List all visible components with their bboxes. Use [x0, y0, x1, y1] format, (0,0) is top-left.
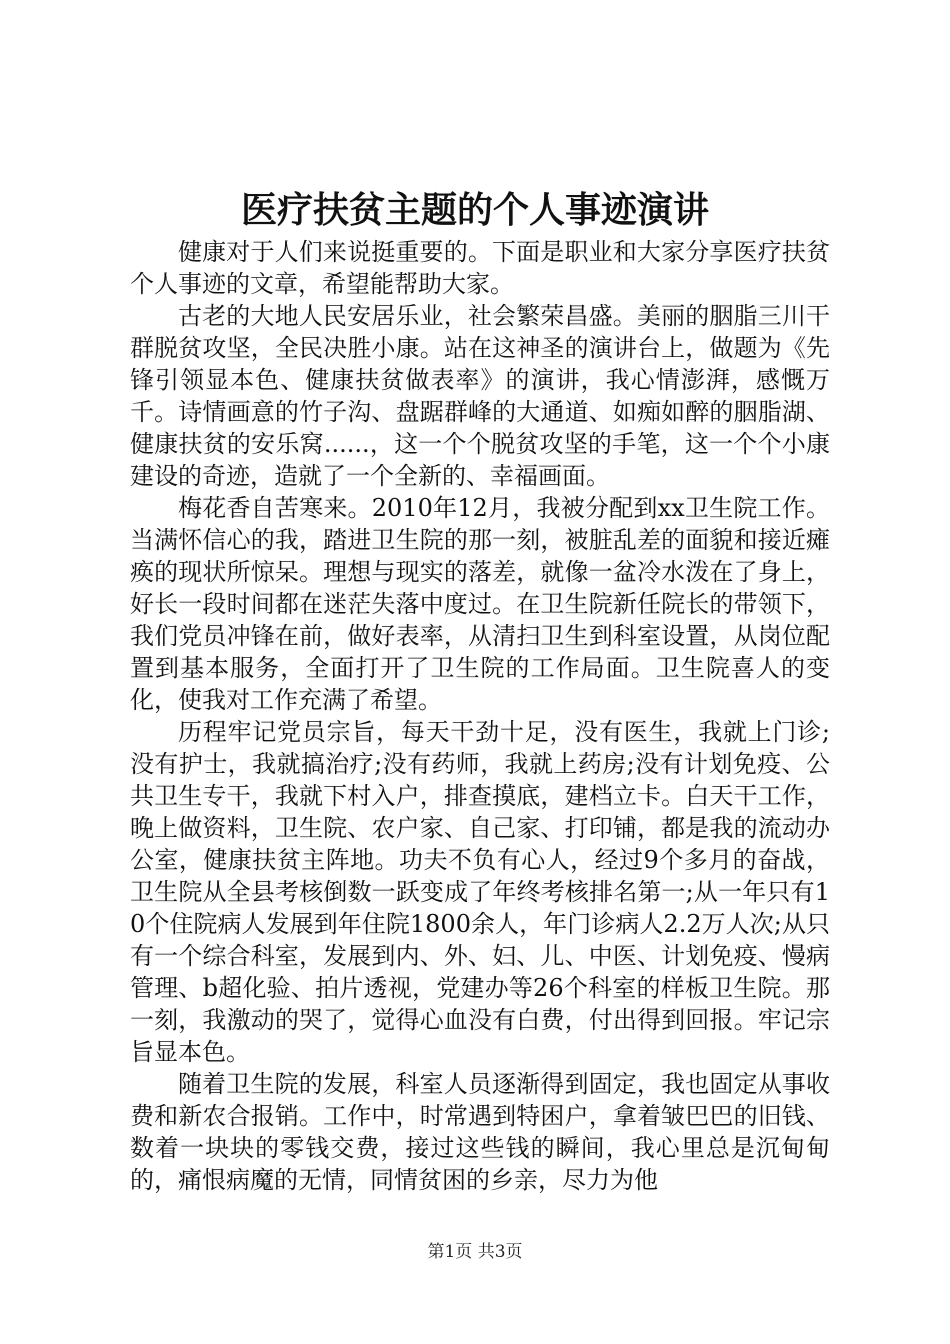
paragraph-3: 梅花香自苦寒来。2010年12月，我被分配到xx卫生院工作。当满怀信心的我，踏进卫生院的那一刻，被脏乱差的面貌和接近瘫痪的现状所惊呆。理想与现实的落差，就像一盆冷水泼在了身上，好长一段时间都在迷茫失落中度过。在卫生院新任院长的带领下，我们党员冲锋在前，做好表率，从清扫卫生到科室设置，从岗位配置到基本服务，全面打开了卫生院的工作局面。卫生院喜人的变化，使我对工作充满了希望。 — [130, 494, 830, 714]
document-body — [130, 236, 830, 1196]
paragraph-2: 古老的大地人民安居乐业，社会繁荣昌盛。美丽的胭脂三川干群脱贫攻坚，全民决胜小康。站在这神圣的演讲台上，做题为《先锋引领显本色、健康扶贫做表率》的演讲，我心情澎湃，感慨万千。诗情画意的竹子沟、盘踞群峰的大通道、如痴如醉的胭脂湖、健康扶贫的安乐窝......，这一个个脱贫攻坚的手笔，这一个个小康建设的奇迹，造就了一个全新的、幸福画面。 — [130, 302, 830, 490]
paragraph-1: 健康对于人们来说挺重要的。下面是职业和大家分享医疗扶贫个人事迹的文章，希望能帮助大家。 — [130, 238, 830, 298]
paragraph-4: 历程牢记党员宗旨，每天干劲十足，没有医生，我就上门诊;没有护士，我就搞治疗;没有药师，我就上药房;没有计划免疫、公共卫生专干，我就下村入户，排查摸底，建档立卡。白天干工作，晚上做资料，卫生院、农户家、自己家、打印铺，都是我的流动办公室，健康扶贫主阵地。功夫不负有心人，经过9个多月的奋战，卫生院从全县考核倒数一跃变成了年终考核排名第一;从一年只有10个住院病人发展到年住院1800余人，年门诊病人2.2万人次;从只有一个综合科室，发展到内、外、妇、儿、中医、计划免疫、慢病管理、b超化验、拍片透视，党建办等26个科室的样板卫生院。那一刻，我激动的哭了，觉得心血没有白费，付出得到回报。牢记宗旨显本色。 — [130, 718, 830, 1066]
page-number-footer: 第1页 共3页 — [427, 1242, 523, 1262]
paragraph-5: 随着卫生院的发展，科室人员逐渐得到固定，我也固定从事收费和新农合报销。工作中，时常遇到特困户，拿着皱巴巴的旧钱、数着一块块的零钱交费，接过这些钱的瞬间，我心里总是沉甸甸的，痛恨病魔的无情，同情贫困的乡亲，尽力为他 — [130, 1070, 830, 1194]
document-title: 医疗扶贫主题的个人事迹演讲 — [240, 189, 709, 231]
